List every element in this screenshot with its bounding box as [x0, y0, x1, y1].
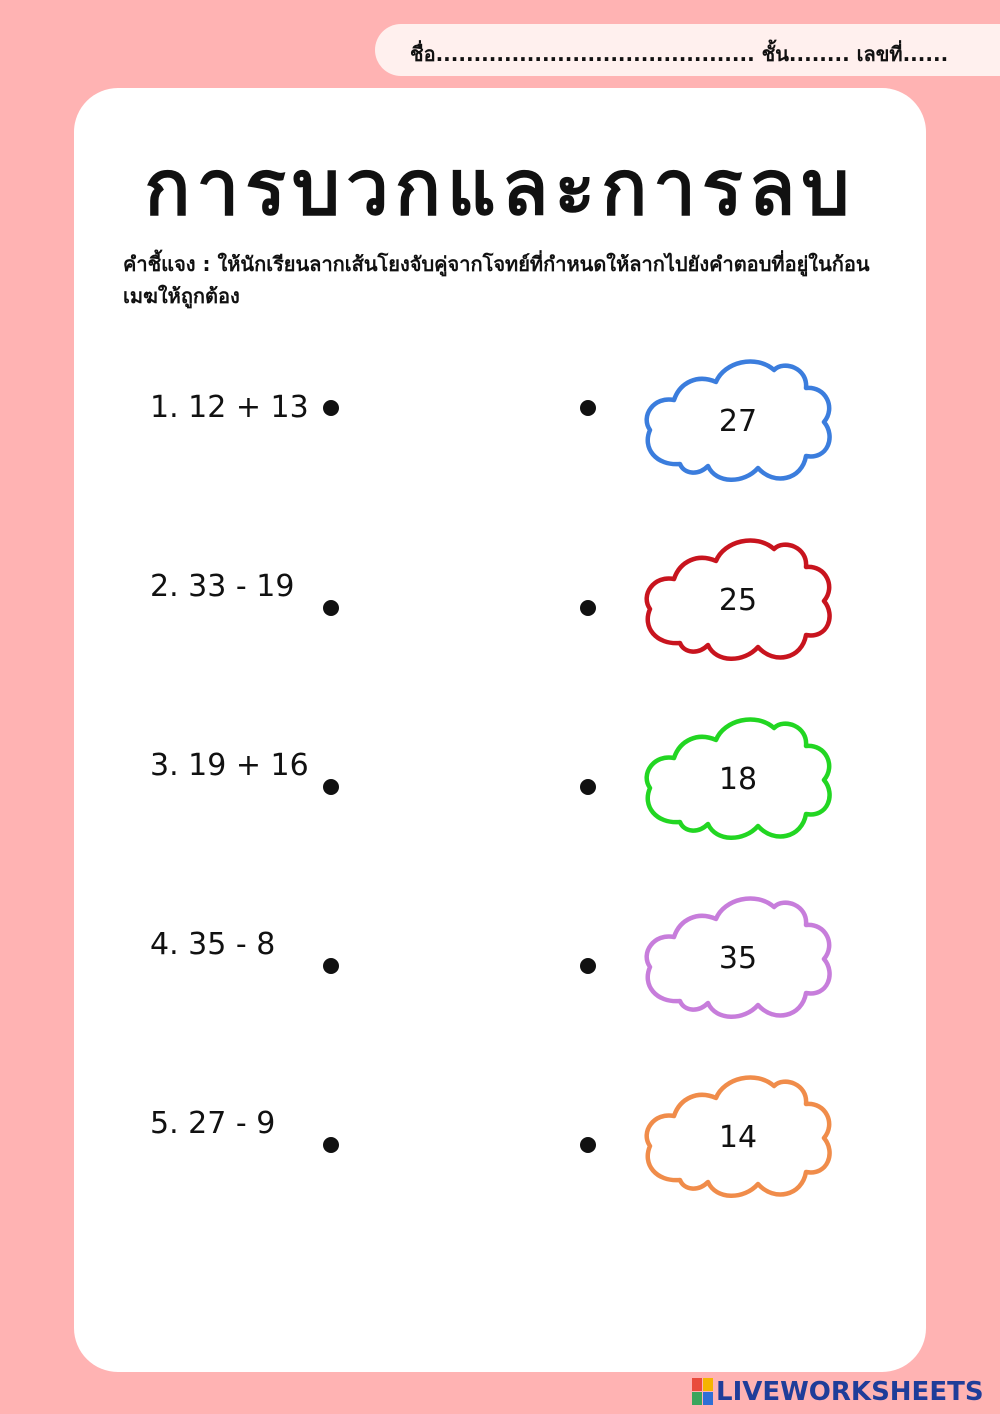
problem-2: 2. 33 - 19 [150, 569, 295, 604]
answer-3-dot[interactable] [580, 779, 596, 795]
answer-5-dot[interactable] [580, 1137, 596, 1153]
answer-4-value: 35 [718, 941, 758, 976]
answer-4-dot[interactable] [580, 958, 596, 974]
answer-cloud-4 [640, 893, 836, 1027]
problem-1-dot[interactable] [323, 400, 339, 416]
answer-cloud-5 [640, 1072, 836, 1206]
liveworksheets-logo [692, 1374, 992, 1410]
answer-3-value: 18 [718, 762, 758, 797]
answer-2-value: 25 [718, 583, 758, 618]
logo-text: LIVEWORKSHEETS [716, 1377, 984, 1407]
problem-3-dot[interactable] [323, 779, 339, 795]
problem-4: 4. 35 - 8 [150, 927, 276, 962]
answer-cloud-2 [640, 535, 836, 669]
student-info-fields[interactable]: ชื่อ.......................................... ชั้น........ เลขที่...... [410, 42, 949, 66]
problem-3: 3. 19 + 16 [150, 748, 309, 783]
problem-4-dot[interactable] [323, 958, 339, 974]
answer-1-value: 27 [718, 404, 758, 439]
logo-blocks-icon [692, 1378, 714, 1406]
problem-1: 1. 12 + 13 [150, 390, 309, 425]
answer-cloud-1 [640, 356, 836, 490]
answer-5-value: 14 [718, 1120, 758, 1155]
answer-1-dot[interactable] [580, 400, 596, 416]
answer-2-dot[interactable] [580, 600, 596, 616]
worksheet-title: การบวกและการลบ [144, 143, 856, 232]
problem-5: 5. 27 - 9 [150, 1106, 276, 1141]
problem-2-dot[interactable] [323, 600, 339, 616]
worksheet-instructions: คำชี้แจง : ให้นักเรียนลากเส้นโยงจับคู่จากโจทย์ที่กำหนดให้ลากไปยังคำตอบที่อยู่ในก้อนเมฆให้ถูกต้อง [123, 252, 870, 308]
problem-5-dot[interactable] [323, 1137, 339, 1153]
answer-cloud-3 [640, 714, 836, 848]
